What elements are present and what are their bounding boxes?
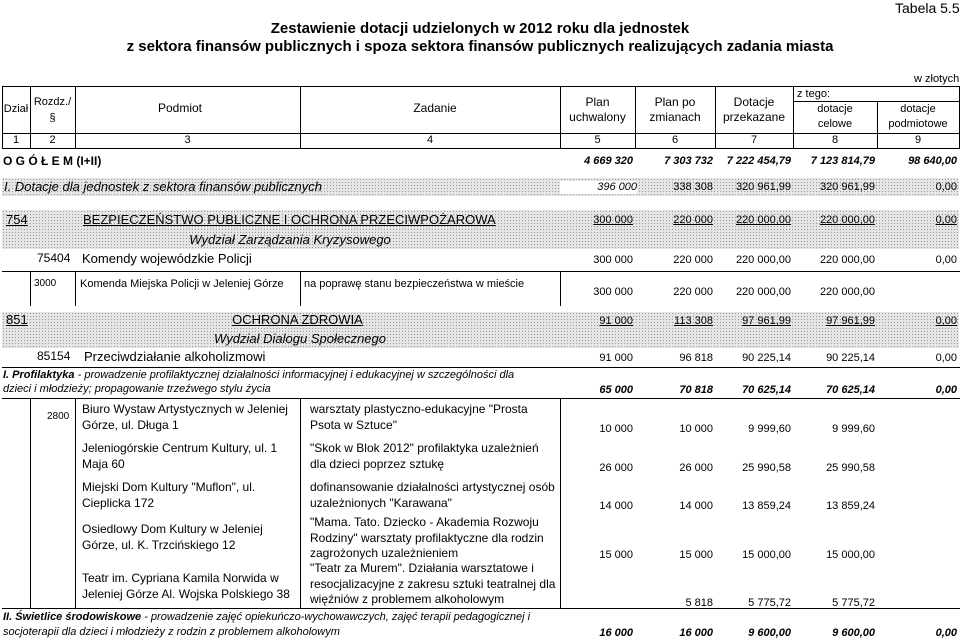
section-1-plan: 396 000 (560, 181, 637, 194)
section-1-label: I. Dotacje dla jednostek z sektora finansów publicznych (4, 179, 322, 194)
komenda-planpo: 220 000 (673, 286, 713, 298)
bwa-dotacje: 9 999,60 (748, 423, 791, 435)
rozdz-75404-name: Komendy wojewódzkie Policji (82, 251, 252, 266)
dzial-754-podmiotowe: 0,00 (935, 214, 957, 226)
dzial-754-dotacje: 220 000,00 (735, 214, 791, 226)
dzial-851-podmiotowe: 0,00 (935, 315, 957, 327)
komenda-celowe: 220 000,00 (819, 286, 875, 298)
profilaktyka-line-1: I. Profilaktyka - prowadzenie profilaktycznej działalności informacyjnej i edukacyjnej w szczególności dla (3, 369, 515, 381)
komenda-dotacje: 220 000,00 (735, 286, 791, 298)
profilaktyka-celowe: 70 625,14 (826, 384, 875, 396)
col-num: 2 (49, 134, 56, 146)
col-num: 6 (671, 134, 679, 146)
rozdz-85154-dotacje: 90 225,14 (742, 352, 791, 364)
komenda-plan: 300 000 (593, 286, 633, 298)
muflon-planpo: 14 000 (679, 500, 713, 512)
col-num: 1 (12, 134, 20, 146)
zadanie-muflon: dofinansowanie działalności artystycznej osób uzależnionych "Karawana" (310, 480, 555, 510)
podmiot-jck: Jeleniogórskie Centrum Kultury, ul. 1 Maja 60 (82, 441, 278, 471)
col-podmiotowe-sub: podmiotowe (888, 118, 948, 130)
col-num: 7 (750, 134, 758, 146)
col-dotacje: Dotacje (733, 95, 775, 109)
rozdz-85154-podmiotowe: 0,00 (935, 352, 957, 364)
col-podmiot: Podmiot (157, 101, 203, 115)
table-number: Tabela 5.5 (895, 0, 960, 16)
swietlice-podmiotowe: 0,00 (935, 627, 957, 639)
total-dotacje: 7 222 454,79 (726, 155, 791, 167)
bwa-planpo: 10 000 (679, 423, 713, 435)
col-plan-sub: uchwalony (569, 110, 626, 124)
bwa-celowe: 9 999,60 (832, 423, 875, 435)
podmiot-bwa: Biuro Wystaw Artystycznych w Jeleniej Górze, ul. Długa 1 (82, 402, 288, 432)
profilaktyka-podmiotowe: 0,00 (935, 384, 957, 396)
rozdz-85154-name: Przeciwdziałanie alkoholizmowi (84, 349, 266, 364)
rozdz-85154-celowe: 90 225,14 (826, 352, 875, 364)
teatr-plan: 5 818 (685, 597, 713, 609)
col-celowe-sub: celowe (817, 118, 853, 130)
muflon-plan: 14 000 (599, 500, 633, 512)
rozdz-75404-dotacje: 220 000,00 (735, 254, 791, 266)
dzial-851-plan: 91 000 (599, 315, 633, 327)
page-title: Zestawienie dotacji udzielonych w 2012 roku dla jednostek (270, 20, 690, 37)
par-3000: 3000 (34, 278, 57, 289)
dzial-851-planpo: 113 308 (674, 315, 713, 327)
podmiot-muflon: Miejski Dom Kultury "Muflon", ul. Cieplicka 172 (82, 480, 256, 510)
col-dotacje-sub: przekazane (722, 110, 786, 124)
col-paragraf: § (49, 112, 56, 124)
jck-celowe: 25 990,58 (826, 462, 875, 474)
col-num: 9 (914, 134, 922, 146)
section-1-planpo: 338 308 (673, 181, 713, 193)
dzial-754-celowe: 220 000,00 (819, 214, 875, 226)
rozdz-75404-planpo: 220 000 (673, 254, 713, 266)
rozdz-75404-plan: 300 000 (593, 254, 633, 266)
jck-dotacje: 25 990,58 (742, 462, 791, 474)
podmiot-teatr: Teatr im. Cypriana Kamila Norwida w Jeleniej Górze Al. Wojska Polskiego 38 (82, 571, 290, 601)
col-dzial: Dział (3, 103, 29, 115)
zadanie-teatr: "Teatr za Murem". Działania warsztatowe i resocjalizacyjne z zakresu sztuki teatralnej dla więźniów z problemem alkoholowym (310, 561, 556, 607)
wydzial-754: Wydział Zarządzania Kryzysowego (189, 232, 391, 247)
rozdz-85154-plan: 91 000 (599, 352, 633, 364)
par-2800: 2800 (47, 411, 70, 422)
dzial-754-plan: 300 000 (593, 214, 633, 226)
swietlice-line-2: socjoterapii dla dzieci i młodzieży z rodzin z problemem alkoholowym (3, 626, 340, 638)
dzial-754-code: 754 (6, 212, 28, 227)
bwa-plan: 10 000 (599, 423, 633, 435)
total-plan: 4 669 320 (584, 155, 633, 167)
swietlice-dotacje: 9 600,00 (748, 627, 791, 639)
section-1-dotacje: 320 961,99 (735, 181, 791, 193)
rozdz-85154-code: 85154 (37, 349, 71, 363)
col-planpo: Plan po (654, 95, 696, 109)
jck-planpo: 26 000 (679, 462, 713, 474)
podmiot-odk: Osiedlowy Dom Kultury w Jeleniej Górze, ul. K. Trzcińskiego 12 (82, 522, 263, 552)
odk-planpo: 15 000 (679, 549, 713, 561)
total-label: O G Ó Ł E M (I+II) (3, 154, 102, 168)
page-subtitle: z sektora finansów publicznych i spoza sektora finansów publicznych realizujących zadania miasta (126, 38, 834, 55)
col-plan: Plan (585, 95, 610, 109)
col-num: 3 (184, 134, 191, 146)
col-zadanie: Zadanie (413, 101, 457, 115)
col-podmiotowe: dotacje (900, 103, 936, 115)
odk-celowe: 15 000,00 (826, 549, 875, 561)
col-ztego: z tego: (797, 88, 831, 100)
swietlice-line-1: II. Świetlice środowiskowe - prowadzenie zajęć opiekuńczo-wychowawczych, zajęć terapii pedagogicznej i (3, 611, 531, 623)
section-1-podmiotowe: 0,00 (935, 181, 957, 193)
zadanie-komenda: na poprawę stanu bezpieczeństwa w mieście (304, 278, 525, 290)
odk-dotacje: 15 000,00 (742, 549, 791, 561)
swietlice-celowe: 9 600,00 (832, 627, 875, 639)
rozdz-75404-code: 75404 (37, 251, 71, 265)
dzial-851-code: 851 (6, 312, 28, 327)
zadanie-jck: "Skok w Blok 2012" profilaktyka uzależnień dla dzieci poprzez sztukę (310, 441, 539, 471)
col-celowe: dotacje (817, 103, 853, 115)
muflon-dotacje: 13 859,24 (742, 500, 791, 512)
teatr-celowe: 5 775,72 (832, 597, 875, 609)
total-podmiotowe: 98 640,00 (908, 155, 957, 167)
col-num: 5 (594, 134, 601, 146)
section-1-celowe: 320 961,99 (819, 181, 875, 193)
swietlice-plan: 16 000 (599, 627, 633, 639)
wydzial-851: Wydział Dialogu Społecznego (214, 331, 386, 346)
dzial-851-name: OCHRONA ZDROWIA (232, 312, 363, 327)
rozdz-75404-celowe: 220 000,00 (819, 254, 875, 266)
col-num: 4 (426, 134, 434, 146)
muflon-celowe: 13 859,24 (826, 500, 875, 512)
dzial-754-planpo: 220 000 (673, 214, 713, 226)
dzial-754-name: BEZPIECZEŃSTWO PUBLICZNE I OCHRONA PRZECIWPOŻAROWA (83, 212, 496, 227)
odk-plan: 15 000 (599, 549, 633, 561)
profilaktyka-planpo: 70 818 (679, 384, 713, 396)
col-planpo-sub: zmianach (649, 110, 701, 124)
unit-label: w złotych (914, 73, 960, 85)
rozdz-85154-planpo: 96 818 (679, 352, 713, 364)
zadanie-bwa: warsztaty plastyczno-edukacyjne "Prosta Psota w Sztuce" (310, 402, 528, 432)
profilaktyka-line-2: dzieci i młodzieży; propagowanie trzeźwego stylu życia (3, 383, 271, 395)
teatr-dotacje: 5 775,72 (748, 597, 791, 609)
total-planpo: 7 303 732 (664, 155, 713, 167)
rozdz-75404-podmiotowe: 0,00 (935, 254, 957, 266)
jck-plan: 26 000 (599, 462, 633, 474)
profilaktyka-dotacje: 70 625,14 (742, 384, 791, 396)
podmiot-komenda: Komenda Miejska Policji w Jeleniej Górze (80, 278, 284, 290)
dzial-851-dotacje: 97 961,99 (742, 315, 791, 327)
total-celowe: 7 123 814,79 (810, 155, 875, 167)
swietlice-planpo: 16 000 (679, 627, 713, 639)
col-num: 8 (831, 134, 839, 146)
zadanie-odk: "Mama. Tato. Dziecko - Akademia Rozwoju Rodziny" warsztaty profilaktyczne dla rodzin zagrożonych uzależnieniem (310, 515, 544, 561)
col-rozdz: Rozdz./ (33, 96, 72, 108)
profilaktyka-plan: 65 000 (599, 384, 633, 396)
dzial-851-celowe: 97 961,99 (826, 315, 875, 327)
